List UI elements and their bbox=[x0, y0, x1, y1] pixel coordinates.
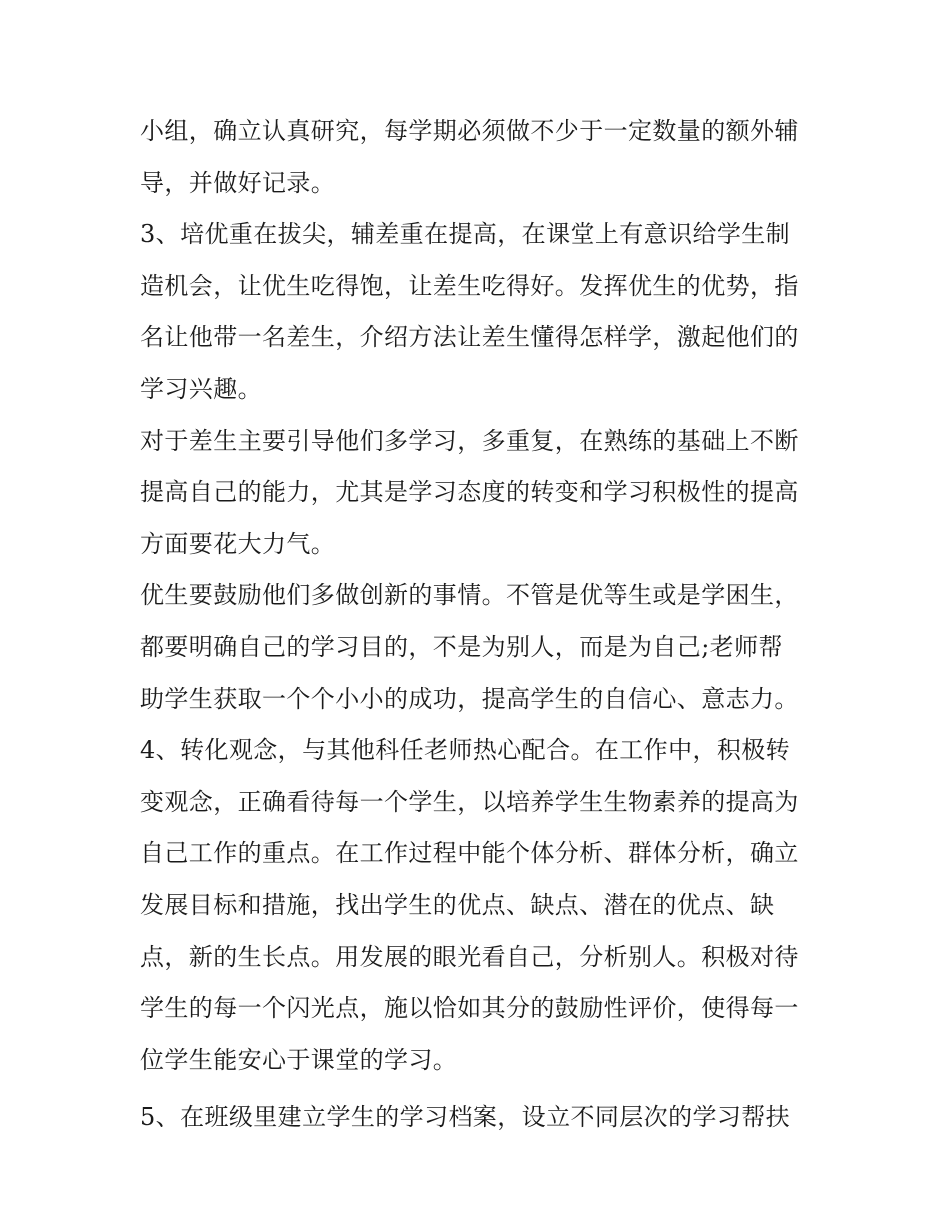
text-line: 自己工作的重点。在工作过程中能个体分析、群体分析，确立 bbox=[140, 839, 799, 868]
text-line: 助学生获取一个个小小的成功，提高学生的自信心、意志力。 bbox=[140, 684, 799, 713]
text-line: 位学生能安心于课堂的学习。 bbox=[140, 1045, 458, 1074]
text-line: 5、在班级里建立学生的学习档案，设立不同层次的学习帮扶 bbox=[140, 1103, 791, 1132]
text-line: 发展目标和措施，找出学生的优点、缺点、潜在的优点、缺 bbox=[140, 890, 775, 919]
text-line: 对于差生主要引导他们多学习，多重复，在熟练的基础上不断 bbox=[140, 426, 799, 455]
text-line: 都要明确自己的学习目的，不是为别人，而是为自己;老师帮 bbox=[140, 632, 783, 661]
text-line: 优生要鼓励他们多做创新的事情。不管是优等生或是学困生， bbox=[140, 581, 799, 610]
text-line: 方面要花大力气。 bbox=[140, 529, 336, 558]
text-line: 学生的每一个闪光点，施以恰如其分的鼓励性评价，使得每一 bbox=[140, 994, 799, 1023]
text-line: 造机会，让优生吃得饱，让差生吃得好。发挥优生的优势，指 bbox=[140, 271, 799, 300]
body-text bbox=[140, 106, 820, 1144]
text-line: 变观念，正确看待每一个学生，以培养学生生物素养的提高为 bbox=[140, 787, 799, 816]
text-line: 导，并做好记录。 bbox=[140, 168, 336, 197]
text-line: 名让他带一名差生，介绍方法让差生懂得怎样学，激起他们的 bbox=[140, 323, 799, 352]
text-line: 学习兴趣。 bbox=[140, 374, 262, 403]
text-line: 3、培优重在拔尖，辅差重在提高，在课堂上有意识给学生制 bbox=[140, 220, 791, 249]
text-line: 4、转化观念，与其他科任老师热心配合。在工作中，积极转 bbox=[140, 736, 791, 765]
text-line: 点，新的生长点。用发展的眼光看自己，分析别人。积极对待 bbox=[140, 942, 799, 971]
text-line: 小组，确立认真研究，每学期必须做不少于一定数量的额外辅 bbox=[140, 117, 799, 145]
text-line: 提高自己的能力，尤其是学习态度的转变和学习积极性的提高 bbox=[140, 478, 799, 507]
